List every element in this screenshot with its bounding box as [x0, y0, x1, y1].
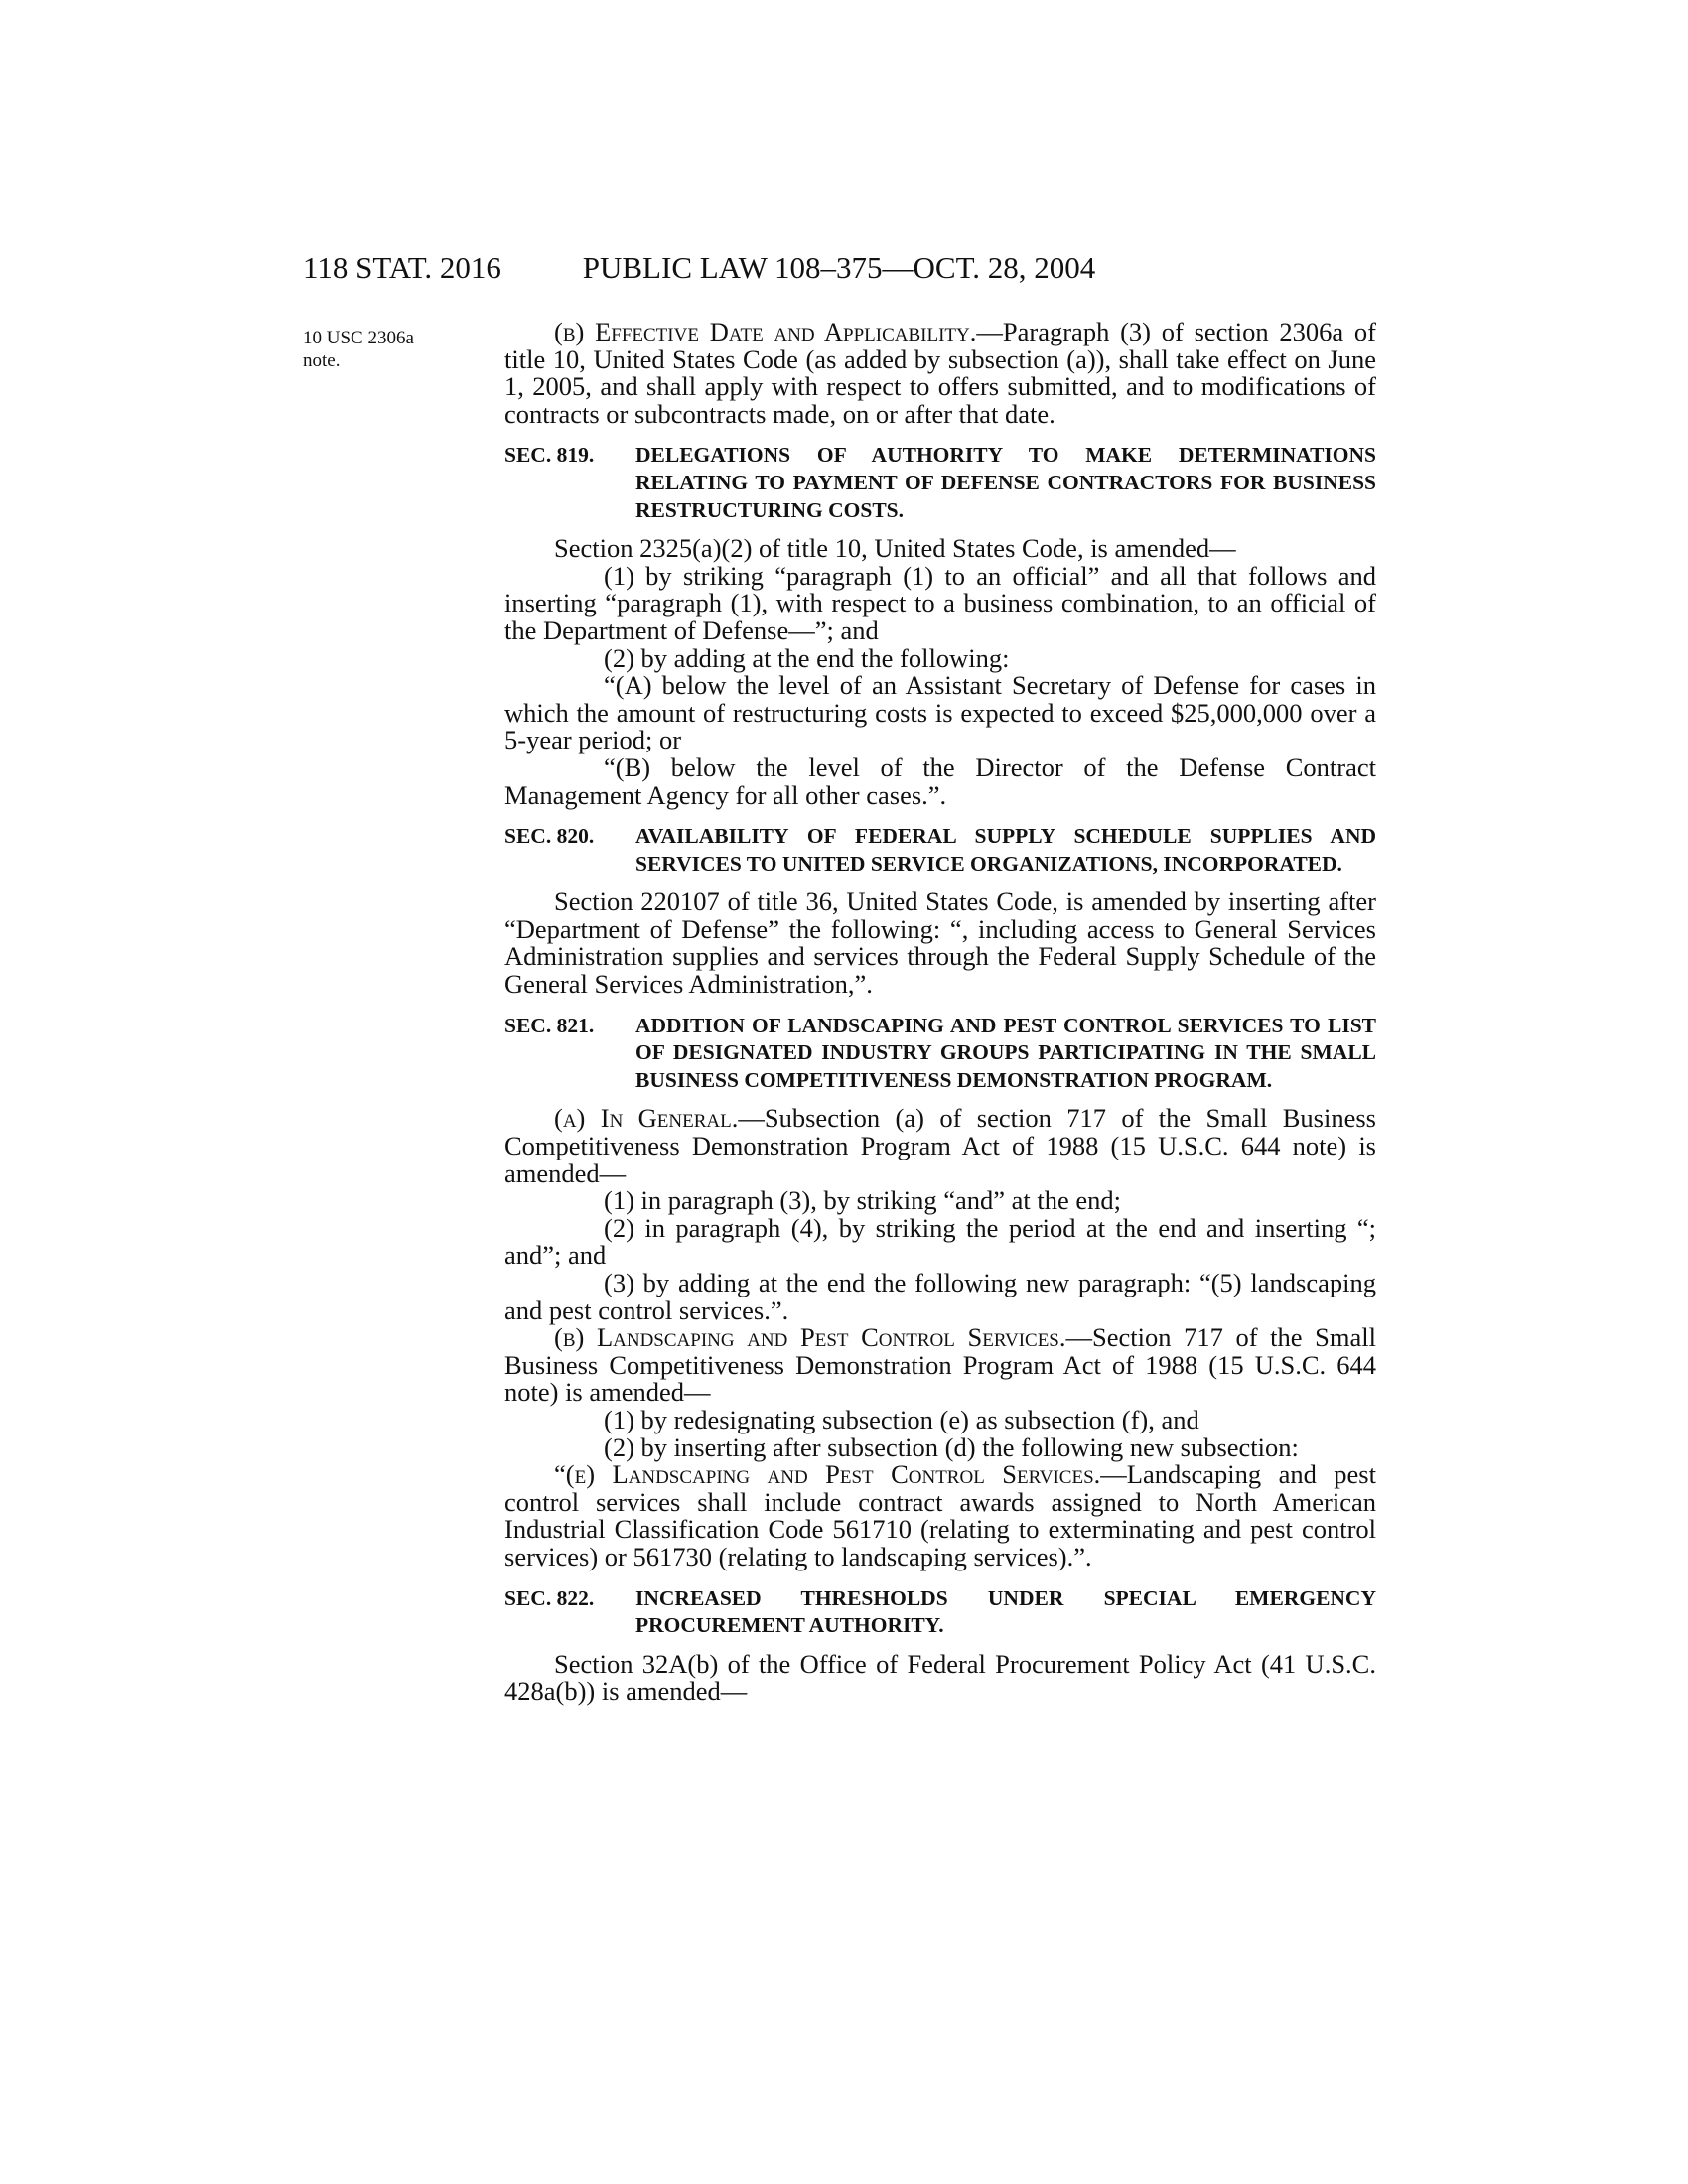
section-821-subsection-a [504, 1105, 1376, 1187]
section-number: SEC. 820. [504, 824, 595, 849]
section-title: AVAILABILITY OF FEDERAL SUPPLY SCHEDULE SUPPLIES AND SERVICES TO UNITED SERVICE ORGANIZATIONS, INCORPORATED. [635, 824, 1376, 876]
section-819-paragraph-2: (2) by adding at the end the following: [604, 642, 1010, 673]
running-header [303, 250, 1375, 290]
subsection-heading: “(e) Landscaping and Pest Control Services. [554, 1459, 1101, 1490]
subsection-heading: (a) In General. [554, 1103, 739, 1134]
section-820-heading [504, 823, 1376, 878]
public-law-citation: PUBLIC LAW 108–375—OCT. 28, 2004 [582, 250, 1096, 285]
paragraph-b [504, 319, 1376, 428]
section-819-clause-a: “(A) below the level of an Assistant Secretary of Defense for cases in which the amount of restructuring costs is expected to exceed $25,000,000 over a 5-year period; or [504, 670, 1376, 755]
subsection-text: —Subsection (a) of section 717 of the Small Business Competitiveness Demonstration Program Act of 1988 (15 U.S.C. 644 note) is amended— [504, 1103, 1376, 1188]
section-title: ADDITION OF LANDSCAPING AND PEST CONTROL SERVICES TO LIST OF DESIGNATED INDUSTRY GROUPS PARTICIPATING IN THE SMALL BUSINESS COMPETITIVENESS DEMONSTRATION PROGRAM. [635, 1013, 1376, 1092]
margin-note-line: 10 USC 2306a [303, 328, 414, 348]
section-819-clause-b: “(B) below the level of the Director of the Defense Contract Management Agency for all other cases.”. [504, 751, 1376, 810]
section-821-subsection-b [504, 1324, 1376, 1407]
document-body [504, 319, 1376, 1706]
subsection-text: —Section 717 of the Small Business Competitiveness Demonstration Program Act of 1988 (15 U.S.C. 644 note) is amended— [504, 1322, 1377, 1408]
section-number: SEC. 821. [504, 1013, 595, 1037]
margin-note [303, 327, 442, 372]
section-821-a-paragraph-2: (2) in paragraph (4), by striking the period at the end and inserting “; and”; and [504, 1212, 1376, 1271]
subsection-text: —Landscaping and pest control services shall include contract awards assigned to North American Industrial Classification Code 561710 (relating to exterminating and pest control services) or 561730 (relating to landscaping services).”. [504, 1459, 1376, 1571]
section-title: DELEGATIONS OF AUTHORITY TO MAKE DETERMINATIONS RELATING TO PAYMENT OF DEFENSE CONTRACTORS FOR BUSINESS RESTRUCTURING COSTS. [635, 443, 1376, 522]
section-822-text: Section 32A(b) of the Office of Federal Procurement Policy Act (41 U.S.C. 428a(b)) is amended— [504, 1648, 1376, 1706]
section-819-heading [504, 442, 1376, 524]
section-821-heading [504, 1013, 1376, 1095]
section-821-b-paragraph-1: (1) by redesignating subsection (e) as subsection (f), and [604, 1404, 1199, 1434]
section-820-text: Section 220107 of title 36, United States Code, is amended by inserting after “Department of Defense” the following: “, including access to General Services Administration supplies and services through the Federal Supply Schedule of the General Services Administration,”. [504, 887, 1376, 1000]
statute-page-number: 118 STAT. 2016 [303, 250, 501, 285]
section-819-paragraph-1: (1) by striking “paragraph (1) to an official” and all that follows and inserting “paragraph (1), with respect to a business combination, to an official of the Department of Defense—”; and [504, 560, 1376, 645]
section-821-a-paragraph-1: (1) in paragraph (3), by striking “and” at the end; [604, 1185, 1121, 1216]
section-822-heading [504, 1585, 1376, 1640]
section-number: SEC. 822. [504, 1585, 595, 1610]
margin-note-line: note. [303, 350, 341, 371]
section-821-new-subsection-e [504, 1461, 1376, 1570]
paragraph-text: —Paragraph (3) of section 2306a of title 10, United States Code (as added by subsection (a)), shall take effect on June 1, 2005, and shall apply with respect to offers submitted, and to modifications of contracts or subcontracts made, on or after that date. [504, 317, 1376, 429]
section-821-a-paragraph-3: (3) by adding at the end the following new paragraph: “(5) landscaping and pest control services.”. [504, 1268, 1376, 1325]
section-819-intro: Section 2325(a)(2) of title 10, United States Code, is amended— [554, 533, 1236, 564]
paragraph-heading: (b) Effective Date and Applicability. [554, 317, 977, 346]
section-title: INCREASED THRESHOLDS UNDER SPECIAL EMERGENCY PROCUREMENT AUTHORITY. [635, 1585, 1376, 1638]
section-821-b-paragraph-2: (2) by inserting after subsection (d) the following new subsection: [604, 1432, 1299, 1462]
section-number: SEC. 819. [504, 443, 595, 468]
subsection-heading: (b) Landscaping and Pest Control Services. [554, 1322, 1066, 1353]
